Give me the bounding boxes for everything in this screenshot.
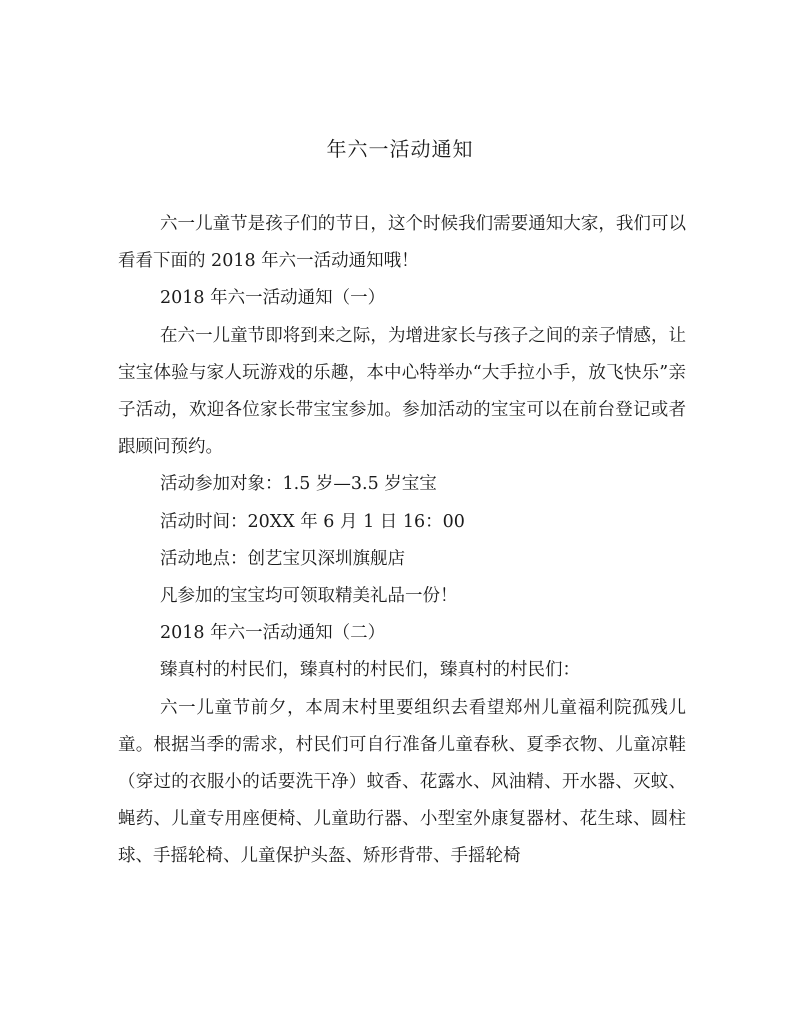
document-body (118, 206, 686, 876)
paragraph-gift: 凡参加的宝宝均可领取精美礼品一份！ (160, 586, 458, 607)
paragraph-heading-one: 2018 年六一活动通知（一） (160, 288, 386, 309)
paragraph-notice-one: 在六一儿童节即将到来之际，为增进家长与孩子之间的亲子情感，让宝宝体验与家人玩游戏的乐趣，本中心特举办“大手拉小手，放飞快乐”亲子活动，欢迎各位家长带宝宝参加。参加活动的宝宝可以在前台登记或者跟顾问预约。 (118, 325, 686, 458)
paragraph-greeting: 臻真村的村民们，臻真村的村民们，臻真村的村民们： (160, 660, 580, 681)
paragraph-heading-two: 2018 年六一活动通知（二） (160, 623, 386, 644)
paragraph-notice-two: 六一儿童节前夕，本周末村里要组织去看望郑州儿童福利院孤残儿童。根据当季的需求，村民们可自行准备儿童春秋、夏季衣物、儿童凉鞋（穿过的衣服小的话要洗干净）蚊香、花露水、风油精、开水器、灭蚊、蝇药、儿童专用座便椅、儿童助行器、小型室外康复器材、花生球、圆柱球、手摇轮椅、儿童保护头盔、矫形背带、手摇轮椅 (118, 697, 686, 867)
paragraph-intro: 六一儿童节是孩子们的节日，这个时候我们需要通知大家，我们可以看看下面的 2018 年六一活动通知哦！ (118, 214, 686, 272)
paragraph-location: 活动地点：创艺宝贝深圳旗舰店 (160, 548, 405, 569)
paragraph-participants: 活动参加对象：1.5 岁—3.5 岁宝宝 (160, 474, 437, 495)
document-title: 年六一活动通知 (326, 137, 474, 161)
paragraph-time: 活动时间：20XX 年 6 月 1 日 16：00 (160, 511, 465, 532)
